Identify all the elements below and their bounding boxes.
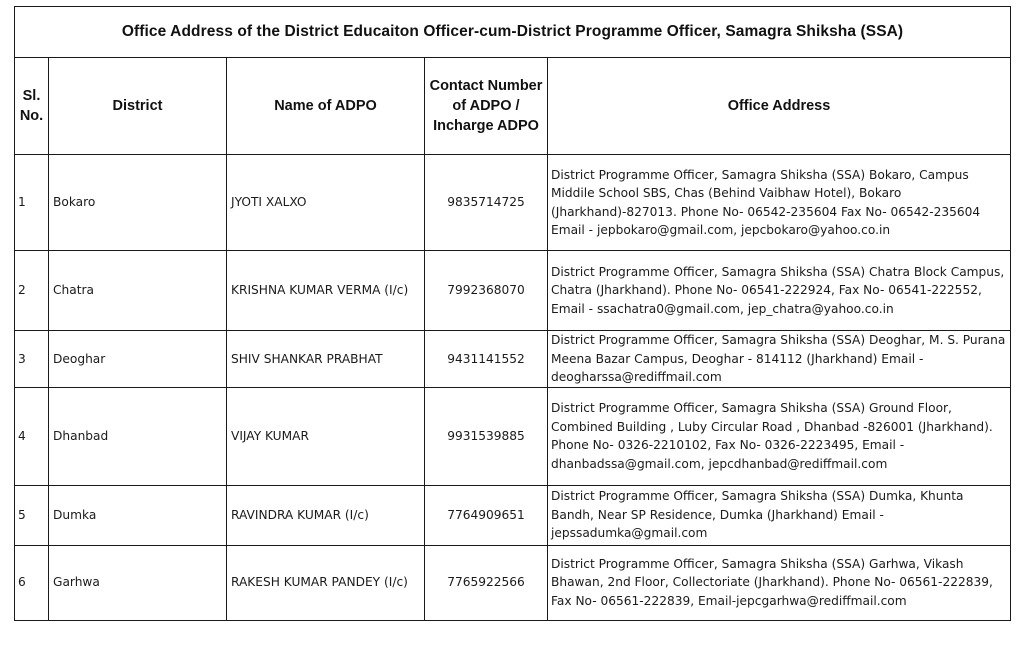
table-row <box>15 155 1011 251</box>
district-cell: Garhwa <box>49 545 227 620</box>
address-cell: District Programme Officer, Samagra Shiksha (SSA) Garhwa, Vikash Bhawan, 2nd Floor, Collectoriate (Jharkhand). Phone No- 06561-222839, Fax No- 06561-222839, Email-jepcgarhwa@rediffmail.com <box>548 545 1011 620</box>
sl-cell: 5 <box>15 485 49 545</box>
title-row <box>15 7 1011 58</box>
header-name: Name of ADPO <box>227 58 425 155</box>
address-cell: District Programme Officer, Samagra Shiksha (SSA) Chatra Block Campus, Chatra (Jharkhand). Phone No- 06541-222924, Fax No- 06541-222552, Email - ssachatra0@gmail.com, jep_chatra@yahoo.co.in <box>548 251 1011 331</box>
contact-cell: 7765922566 <box>425 545 548 620</box>
name-cell: RAVINDRA KUMAR (I/c) <box>227 485 425 545</box>
header-address: Office Address <box>548 58 1011 155</box>
district-cell: Deoghar <box>49 331 227 388</box>
name-cell: SHIV SHANKAR PRABHAT <box>227 331 425 388</box>
sl-cell: 2 <box>15 251 49 331</box>
table-row <box>15 331 1011 388</box>
document-page <box>14 6 1010 621</box>
district-cell: Dumka <box>49 485 227 545</box>
table-row <box>15 485 1011 545</box>
header-district: District <box>49 58 227 155</box>
name-cell: JYOTI XALXO <box>227 155 425 251</box>
sl-cell: 6 <box>15 545 49 620</box>
header-row <box>15 58 1011 155</box>
name-cell: KRISHNA KUMAR VERMA (I/c) <box>227 251 425 331</box>
contact-cell: 9835714725 <box>425 155 548 251</box>
sl-cell: 4 <box>15 387 49 485</box>
page-title: Office Address of the District Educaiton Officer-cum-District Programme Officer, Samagra Shiksha (SSA) <box>15 7 1011 58</box>
address-cell: District Programme Officer, Samagra Shiksha (SSA) Bokaro, Campus Middile School SBS, Chas (Behind Vaibhaw Hotel), Bokaro (Jharkhand)-827013. Phone No- 06542-235604 Fax No- 06542-235604 Email - jepbokaro@gmail.com, jepcbokaro@yahoo.co.in <box>548 155 1011 251</box>
contact-cell: 9431141552 <box>425 331 548 388</box>
district-cell: Chatra <box>49 251 227 331</box>
sl-cell: 3 <box>15 331 49 388</box>
name-cell: VIJAY KUMAR <box>227 387 425 485</box>
header-sl-no: Sl. No. <box>15 58 49 155</box>
address-cell: District Programme Officer, Samagra Shiksha (SSA) Deoghar, M. S. Purana Meena Bazar Campus, Deoghar - 814112 (Jharkhand) Email - deogharssa@rediffmail.com <box>548 331 1011 388</box>
contact-cell: 9931539885 <box>425 387 548 485</box>
address-table <box>14 6 1011 621</box>
district-cell: Dhanbad <box>49 387 227 485</box>
district-cell: Bokaro <box>49 155 227 251</box>
sl-cell: 1 <box>15 155 49 251</box>
name-cell: RAKESH KUMAR PANDEY (I/c) <box>227 545 425 620</box>
header-contact: Contact Number of ADPO / Incharge ADPO <box>425 58 548 155</box>
table-row <box>15 251 1011 331</box>
address-cell: District Programme Officer, Samagra Shiksha (SSA) Dumka, Khunta Bandh, Near SP Residence, Dumka (Jharkhand) Email - jepssadumka@gmail.com <box>548 485 1011 545</box>
table-row <box>15 545 1011 620</box>
contact-cell: 7992368070 <box>425 251 548 331</box>
contact-cell: 7764909651 <box>425 485 548 545</box>
address-cell: District Programme Officer, Samagra Shiksha (SSA) Ground Floor, Combined Building , Luby Circular Road , Dhanbad -826001 (Jharkhand). Phone No- 0326-2210102, Fax No- 0326-2223495, Email - dhanbadssa@gmail.com, jepcdhanbad@rediffmail.com <box>548 387 1011 485</box>
table-row <box>15 387 1011 485</box>
